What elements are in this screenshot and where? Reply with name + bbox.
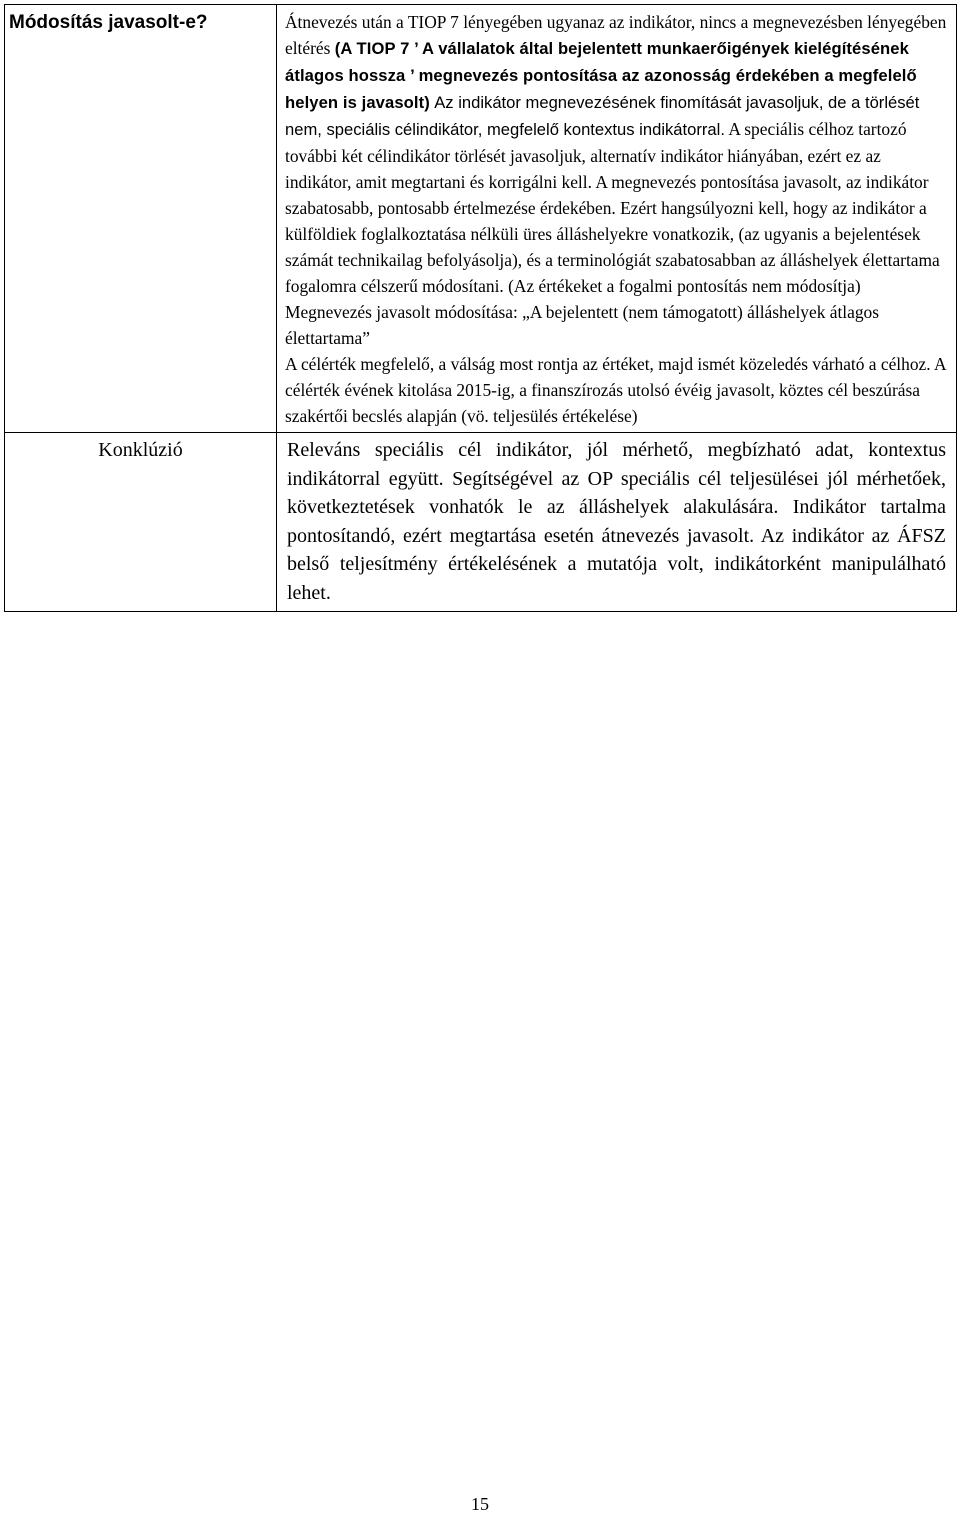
- evaluation-table: [4, 4, 957, 612]
- modification-bold-note: (A TIOP 7 ’ A vállalatok által bejelentett munkaerőigények kielégítésének átlagos hossza ’ megnevezés pontosítása az azonosság érdekében a megfelelő helyen is javasolt): [285, 39, 917, 112]
- modification-target-paragraph: A célérték megfelelő, a válság most rontja az értéket, majd ismét közeledés várható a célhoz. A célérték évének kitolása 2015-ig, a finanszírozás utolsó évéig javasolt, köztes cél beszúrása szakértői becslés alapján (vö. teljesülés értékelése): [285, 354, 946, 426]
- table-row-modification: [5, 5, 957, 433]
- row-label-modification: Módosítás javasolt-e?: [5, 5, 277, 433]
- modification-sans-note: Az indikátor megnevezésének finomítását javasoljuk, de a törlését nem, speciális célindikátor, megfelelő kontextus indikátorral.: [285, 93, 920, 139]
- row-label-conclusion: Konklúzió: [5, 433, 277, 612]
- page-number: 15: [471, 1494, 489, 1514]
- row-content-modification: [277, 5, 957, 433]
- table-row-conclusion: [5, 433, 957, 612]
- modification-paragraph: [285, 9, 950, 351]
- row-content-conclusion: Releváns speciális cél indikátor, jól mérhető, megbízható adat, kontextus indikátorral együtt. Segítségével az OP speciális cél teljesülései jól mérhetőek, következtetések vonhatók le az álláshelyek alakulására. Indikátor tartalma pontosítandó, ezért megtartása esetén átnevezés javasolt. Az indikátor az ÁFSZ belső teljesítmény értékelésének a mutatója volt, indikátorként manipulálható lehet.: [277, 433, 957, 612]
- modification-intro: Átnevezés után a TIOP 7 lényegében ugyanaz az indikátor, nincs a megnevezésben lényegében eltérés: [285, 12, 947, 58]
- modification-body: A speciális célhoz tartozó további két célindikátor törlését javasoljuk, alternatív indikátor hiányában, ezért ez az indikátor, amit megtartani és korrigálni kell. A megnevezés pontosítása javasolt, az indikátor szabatosabb, pontosabb értelmezése érdekében. Ezért hangsúlyozni kell, hogy az indikátor a külföldiek foglalkoztatása nélküli üres álláshelyekre vonatkozik, (az ugyanis a bejelentések számát technikailag befolyásolja), és a terminológiát szabatosabban az álláshelyek élettartama fogalomra célszerű módosítani. (Az értékeket a fogalmi pontosítás nem módosítja) Megnevezés javasolt módosítása: „A bejelentett (nem támogatott) álláshelyek átlagos élettartama”: [285, 119, 940, 348]
